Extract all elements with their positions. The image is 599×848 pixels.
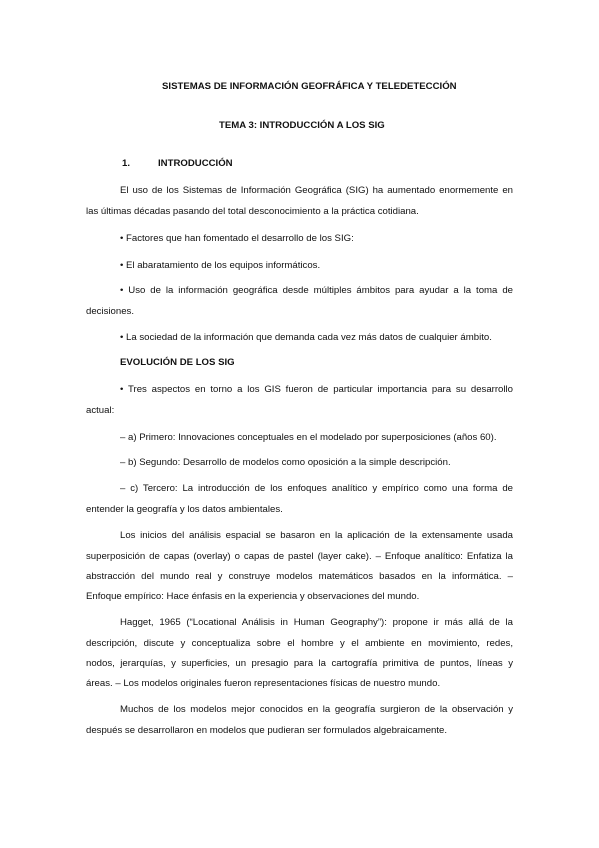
list-item-a: – a) Primero: Innovaciones conceptuales en el modelado por superposiciones (años 60). [120, 432, 497, 443]
document-subtitle: TEMA 3: INTRODUCCIÓN A LOS SIG [219, 120, 385, 131]
document-title: SISTEMAS DE INFORMACIÓN GEOFRÁFICA Y TELEDETECCIÓN [162, 81, 457, 92]
paragraph-line: Enfoque empírico: Hace énfasis en la experiencia y observaciones del mundo. [86, 591, 420, 602]
list-item-c: – c) Tercero: La introducción de los enfoques analítico y empírico como una forma de [120, 483, 513, 494]
bullet-item: • La sociedad de la información que demanda cada vez más datos de cualquier ámbito. [120, 332, 492, 343]
paragraph-line: El uso de los Sistemas de Información Geográfica (SIG) ha aumentado enormemente en [120, 185, 513, 196]
paragraph-line: Muchos de los modelos mejor conocidos en la geografía surgieron de la observación y [120, 704, 513, 715]
paragraph-line: superposición de capas (overlay) o capas de pastel (layer cake). – Enfoque analítico: Enfatiza la [86, 551, 513, 562]
bullet-item-continuation: decisiones. [86, 306, 134, 317]
list-item-c-continuation: entender la geografía y los datos ambientales. [86, 504, 283, 515]
paragraph-line: abstracción del mundo real y construye modelos matemáticos basados en la informática. – [86, 571, 513, 582]
section-title: INTRODUCCIÓN [158, 158, 233, 169]
paragraph-line: descripción, discute y conceptualiza sobre el hombre y el ambiente en movimiento, redes, [86, 638, 513, 649]
paragraph-line: Hagget, 1965 (“Locational Análisis in Human Geography”): propone ir más allá de la [120, 617, 513, 628]
section-number: 1. [122, 158, 131, 169]
paragraph-line: Los inicios del análisis espacial se basaron en la aplicación de la extensamente usada [120, 530, 513, 541]
paragraph-line: las últimas décadas pasando del total desconocimiento a la práctica cotidiana. [86, 206, 419, 217]
section-heading: EVOLUCIÓN DE LOS SIG [120, 357, 235, 368]
bullet-item: • El abaratamiento de los equipos informáticos. [120, 260, 321, 271]
bullet-item: • Factores que han fomentado el desarrollo de los SIG: [120, 233, 354, 244]
list-item-b: – b) Segundo: Desarrollo de modelos como oposición a la simple descripción. [120, 457, 451, 468]
paragraph-line: después se desarrollaron en modelos que pudieran ser formulados algebraicamente. [86, 725, 448, 736]
paragraph-line: áreas. – Los modelos originales fueron representaciones físicas de nuestro mundo. [86, 678, 441, 689]
bullet-item-continuation: actual: [86, 405, 115, 416]
bullet-item: • Tres aspectos en torno a los GIS fueron de particular importancia para su desarrollo [120, 384, 513, 395]
bullet-item: • Uso de la información geográfica desde múltiples ámbitos para ayudar a la toma de [120, 285, 513, 296]
paragraph-line: nodos, jerarquías, y superficies, un presagio para la cartografía primitiva de puntos, líneas y [86, 658, 513, 669]
